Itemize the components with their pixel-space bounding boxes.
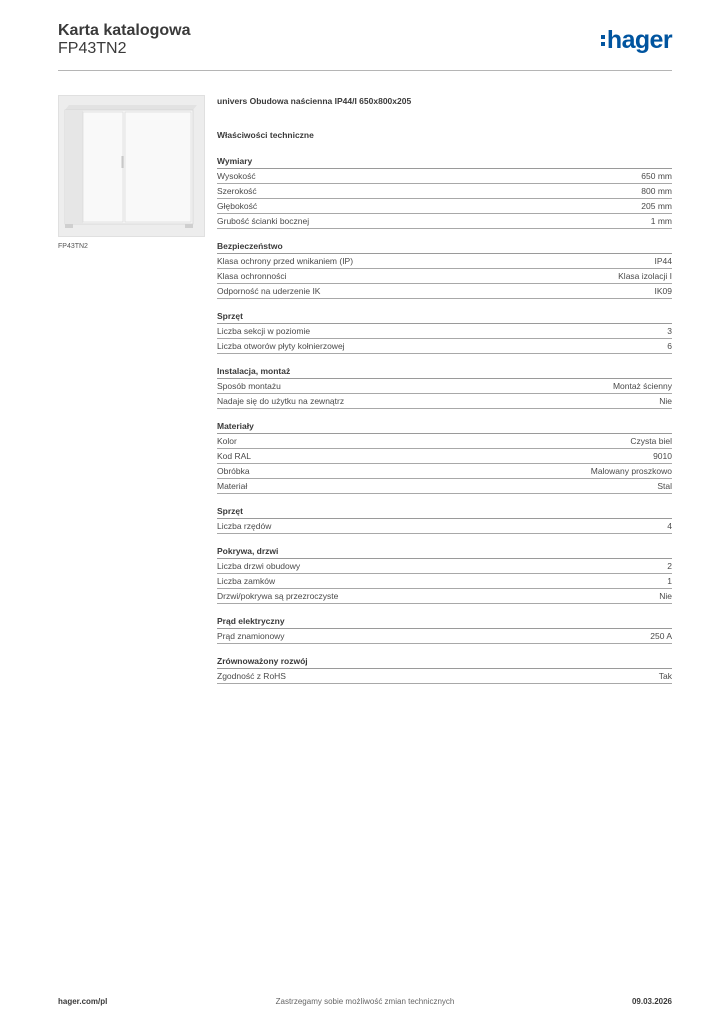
product-title: univers Obudowa naścienna IP44/I 650x800x205 [217,96,412,106]
property-label: Klasa ochrony przed wnikaniem (IP) [217,256,354,266]
property-value: 650 mm [641,171,672,181]
property-value: 800 mm [641,186,672,196]
property-value: Malowany proszkowo [590,466,672,476]
property-row [217,269,672,284]
property-value: Montaż ścienny [612,381,672,391]
property-row [217,434,672,449]
property-value: 2 [667,561,672,571]
property-row [217,669,672,684]
property-label: Liczba zamków [217,576,276,586]
property-row [217,559,672,574]
property-label: Kod RAL [217,451,252,461]
property-value: Stal [657,481,672,491]
properties-section [217,156,672,229]
footer-disclaimer: Zastrzegamy sobie możliwość zmian technicznych [275,997,455,1006]
footer-website: hager.com/pl [58,997,108,1006]
property-row [217,339,672,354]
property-label: Liczba otworów płyty kołnierzowej [217,341,345,351]
property-row [217,324,672,339]
property-label: Grubość ścianki bocznej [217,216,310,226]
technical-properties-heading: Właściwości techniczne [217,130,314,140]
property-row [217,629,672,644]
property-value: 9010 [653,451,672,461]
properties-sections [217,156,672,684]
property-row [217,184,672,199]
property-row [217,214,672,229]
properties-section [217,241,672,299]
property-value: Czysta biel [630,436,672,446]
section-title: Sprzęt [217,311,672,324]
logo-dots-icon [601,35,605,46]
property-value: Nie [659,396,672,406]
property-row [217,464,672,479]
property-value: 250 A [650,631,672,641]
property-label: Wysokość [217,171,256,181]
property-value: Tak [658,671,672,681]
property-row [217,284,672,299]
product-code: FP43TN2 [58,40,127,57]
property-label: Liczba sekcji w poziomie [217,326,311,336]
properties-section [217,421,672,494]
footer-date: 09.03.2026 [631,997,672,1006]
property-row [217,479,672,494]
property-row [217,254,672,269]
cabinet-product-photo-icon [59,96,204,236]
logo-text: hager [606,26,672,54]
properties-section [217,546,672,604]
property-row [217,379,672,394]
page-footer [58,997,672,1011]
section-title: Instalacja, montaż [217,366,672,379]
document-title: Karta katalogowa [58,22,191,39]
property-value: IP44 [654,256,672,266]
property-row [217,169,672,184]
section-title: Prąd elektryczny [217,616,672,629]
property-value: 6 [667,341,672,351]
page-header [58,22,672,71]
property-label: Liczba drzwi obudowy [217,561,301,571]
property-label: Prąd znamionowy [217,631,285,641]
property-row [217,574,672,589]
product-image [58,95,205,237]
property-row [217,589,672,604]
section-title: Bezpieczeństwo [217,241,672,254]
product-details [217,96,672,684]
property-label: Nadaje się do użytku na zewnątrz [217,396,345,406]
property-label: Klasa ochronności [217,271,287,281]
properties-section [217,656,672,684]
property-label: Drzwi/pokrywa są przezroczyste [217,591,339,601]
property-value: 205 mm [641,201,672,211]
property-value: IK09 [654,286,672,296]
properties-section [217,366,672,409]
property-row [217,199,672,214]
property-value: 1 mm [650,216,672,226]
property-label: Zgodność z RoHS [217,671,286,681]
property-label: Kolor [217,436,237,446]
section-title: Materiały [217,421,672,434]
property-row [217,394,672,409]
property-value: Nie [659,591,672,601]
property-label: Sposób montażu [217,381,281,391]
properties-section [217,616,672,644]
properties-section [217,311,672,354]
hager-logo [601,28,672,53]
property-label: Materiał [217,481,248,491]
section-title: Sprzęt [217,506,672,519]
property-value: 4 [667,521,672,531]
section-title: Zrównoważony rozwój [217,656,672,669]
property-row [217,519,672,534]
property-label: Liczba rzędów [217,521,272,531]
property-label: Szerokość [217,186,257,196]
section-title: Pokrywa, drzwi [217,546,672,559]
property-value: 1 [667,576,672,586]
properties-section [217,506,672,534]
property-label: Odporność na uderzenie IK [217,286,321,296]
image-caption: FP43TN2 [58,243,88,250]
property-value: Klasa izolacji I [618,271,672,281]
property-label: Głębokość [217,201,258,211]
property-row [217,449,672,464]
section-title: Wymiary [217,156,672,169]
property-label: Obróbka [217,466,250,476]
property-value: 3 [667,326,672,336]
